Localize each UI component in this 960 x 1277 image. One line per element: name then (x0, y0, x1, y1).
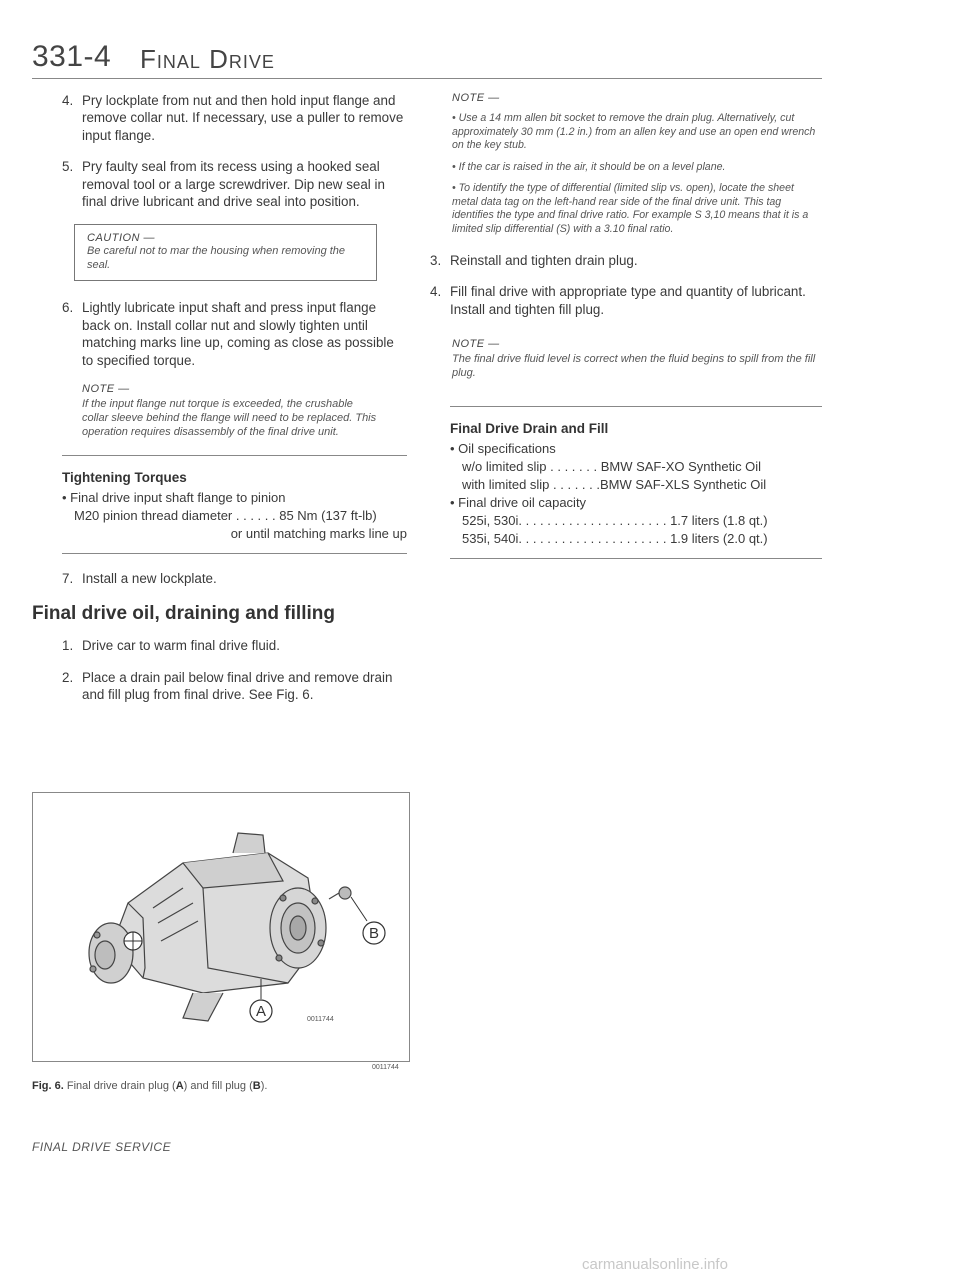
step-drain-4: 4. Fill final drive with appropriate type and quantity of lubricant. Install and tighten fill plug. (430, 284, 806, 317)
step-4: 4. Pry lockplate from nut and then hold input flange and remove collar nut. If necessary, use a puller to remove input flange. (62, 93, 404, 143)
note-flange (82, 383, 377, 439)
spec-title: Final Drive Drain and Fill (450, 421, 609, 437)
step-drain-3: 3. Reinstall and tighten drain plug. (430, 253, 638, 268)
page-number: 331-4 (32, 40, 112, 73)
torques-title: Tightening Torques (62, 470, 187, 486)
section-title: Final drive oil, draining and filling (32, 603, 335, 625)
capacity-title: • Final drive oil capacity (450, 495, 587, 511)
caution-text: Be careful not to mar the housing when removing the seal. (87, 245, 346, 272)
watermark: carmanualsonline.info (582, 1256, 728, 1273)
figure-code: 0011744 (307, 1016, 334, 1023)
step-drain-2: 2. Place a drain pail below final drive and remove drain and fill plug from final drive. See Fig. 6. (62, 669, 393, 703)
step-drain-1: 1. Drive car to warm final drive fluid. (62, 638, 280, 654)
capacity-1: 525i, 530i. . . . . . . . . . . . . . . . . . . . . 1.7 liters (1.8 qt.) (462, 513, 768, 529)
note-text: If the input flange nut torque is exceeded, the crushable collar sleeve behind the flange will need to be replaced. This operation requires disassembly of the final drive unit. (82, 398, 377, 439)
label-b: B (368, 925, 380, 942)
step-5: 5. Pry faulty seal from its recess using a hooked seal removal tool or a large screwdriver. Dip new seal in final drive lubricant and drive seal into position. (62, 159, 385, 210)
capacity-2: 535i, 540i. . . . . . . . . . . . . . . . . . . . . 1.9 liters (2.0 qt.) (462, 531, 768, 547)
chapter-title: Final Drive (140, 44, 275, 74)
note-bullet-1: • Use a 14 mm allen bit socket to remove the drain plug. Alternatively, cut approximately 30 mm (1.2 in.) from an allen key and use an open end wrench on the key stub. (452, 112, 816, 151)
note-bullet-3: • To identify the type of differential (limited slip vs. open), locate the sheet metal data tag on the left-hand rear side of the final drive unit. This tag identifies the type and final drive ratio. For example S 3,10 means that it is a limited slip differential (S) with a 3.10 final ratio. (452, 182, 809, 235)
note-title: NOTE — (452, 338, 500, 351)
figure-label: Fig. 6. (32, 1080, 64, 1092)
oil-spec-1: w/o limited slip . . . . . . . BMW SAF-XO Synthetic Oil (462, 459, 762, 475)
page-header (32, 38, 822, 79)
note-fluid-level (452, 338, 822, 380)
drain-fill-spec-box (450, 406, 822, 559)
right-column (430, 92, 822, 575)
label-a: A (255, 1003, 267, 1020)
left-column (32, 92, 407, 718)
note-text: The final drive fluid level is correct when the fluid begins to spill from the fill plug. (452, 353, 816, 380)
oil-spec-2: with limited slip . . . . . . .BMW SAF-XLS Synthetic Oil (462, 477, 767, 493)
note-title: NOTE — (82, 383, 130, 396)
caution-title: CAUTION — (87, 232, 156, 245)
figure-caption: Fig. 6. Final drive drain plug (A) and fill plug (B). (32, 1080, 268, 1092)
step-7: 7. Install a new lockplate. (62, 571, 217, 587)
tightening-torques-box (62, 455, 407, 554)
torques-line-2: or until matching marks line up (230, 526, 407, 542)
note-title: NOTE — (452, 92, 500, 104)
torques-item: • Final drive input shaft flange to pinion (62, 490, 286, 506)
caution-box (74, 224, 377, 281)
page-footer: FINAL DRIVE SERVICE (32, 1140, 172, 1154)
figure-6 (32, 792, 410, 1062)
figure-code-outer: 0011744 (372, 1064, 399, 1071)
oil-spec-title: • Oil specifications (450, 441, 556, 457)
final-drive-illustration (33, 793, 409, 1061)
note-bullet-2: • If the car is raised in the air, it should be on a level plane. (452, 160, 726, 173)
torques-line-1: M20 pinion thread diameter . . . . . . 85 Nm (137 ft-lb) (74, 508, 377, 524)
step-6: 6. Lightly lubricate input shaft and press input flange back on. Install collar nut and slowly tighten until matching marks line up, coming as close as possible to specified torque. (62, 300, 394, 368)
note-drain-plug (452, 92, 822, 236)
